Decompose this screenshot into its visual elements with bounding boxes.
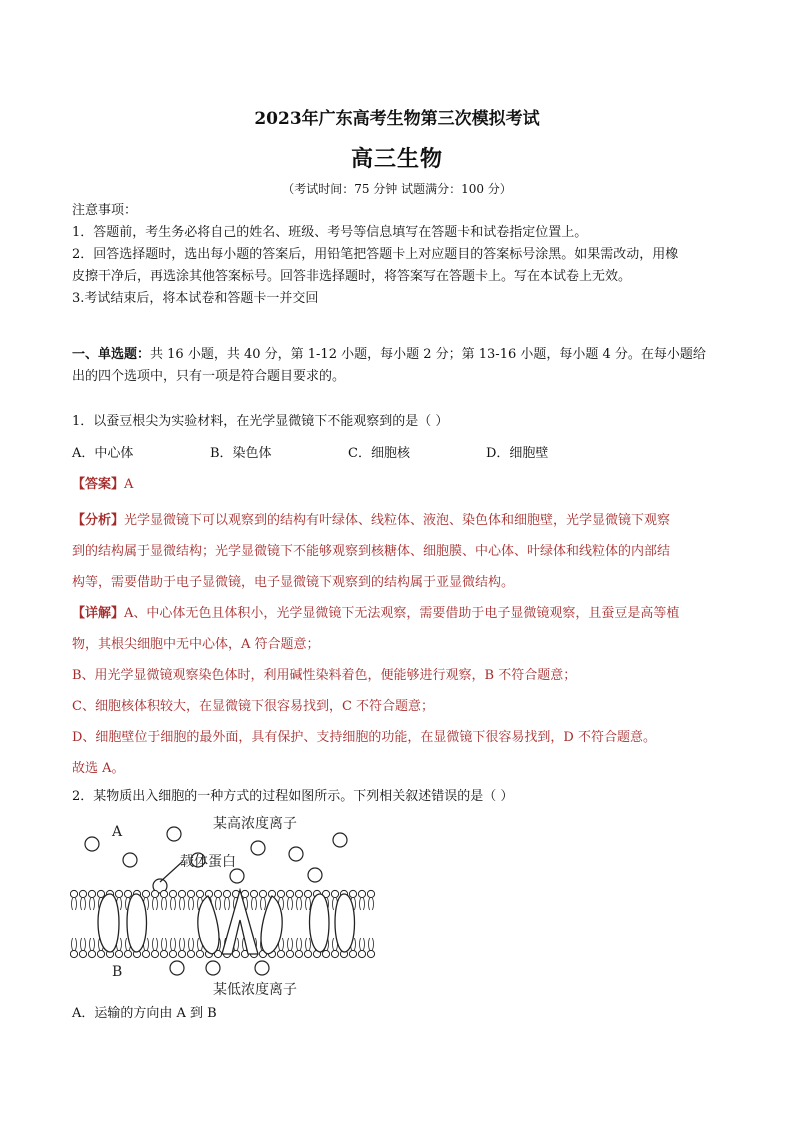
lipid-head [151,890,158,897]
high-concentration-ion [289,847,303,861]
lipid-tail [189,938,194,950]
lipid-tail [306,898,311,910]
detail-line: A、中心体无色且体积小，光学显微镜下无法观察，需要借助于电子显微镜观察，且蚕豆是高等植 [124,606,680,621]
lipid-head [160,950,167,957]
lipid-tail [216,898,221,910]
lipid-tail [180,938,185,950]
lipid-tail [297,938,302,950]
lipid-head [88,890,95,897]
answer-label: 【答案】 [72,477,125,492]
lipid-head [97,950,104,957]
analysis-line: 构等，需要借助于电子显微镜，电子显微镜下观察到的结构属于亚显微结构。 [72,575,515,590]
exam-subtitle: （考试时间：75 分钟 试题满分：100 分） [282,182,512,196]
lipid-tail [171,898,176,910]
analysis-section [72,505,727,598]
low-concentration-ion [255,961,269,975]
lipid-tail [369,938,374,950]
lipid-head [322,950,329,957]
lipid-head [88,950,95,957]
answer-line [72,474,727,496]
carrier-proteins [98,890,355,954]
option-d: D．细胞壁 [486,446,549,461]
lipid-head [223,890,230,897]
lipid-tail [90,938,95,950]
lipid-head [349,890,356,897]
detail-line: C、细胞核体积较大，在显微镜下很容易找到，C 不符合题意； [72,699,435,714]
detail-line: 物，其根尖细胞中无中心体，A 符合题意； [72,637,320,652]
answer-value: A [124,477,134,492]
detail-label: 【详解】 [72,606,125,621]
question-2-stem: 2．某物质出入细胞的一种方式的过程如图所示。下列相关叙述错误的是（ ） [72,789,514,804]
notes-item: 1．答题前，考生务必将自己的姓名、班级、考号等信息填写在答题卡和试卷指定位置上。 [72,225,588,240]
lipid-tail [153,938,158,950]
section-one-instructions [72,344,727,388]
analysis-line: 到的结构属于显微结构；光学显微镜下不能够观察到核糖体、细胞膜、中心体、叶绿体和线粒体的内部结 [72,544,671,559]
lipid-head [169,950,176,957]
lipid-head [286,950,293,957]
notes-item: 皮擦干净后，再选涂其他答案标号。回答非选择题时，将答案写在答题卡上。写在本试卷上无效。 [72,269,632,284]
lipid-head [277,890,284,897]
lipid-tail [225,898,230,910]
lipid-head [142,890,149,897]
section-label: 一、单选题： [72,347,151,362]
lipid-head [70,950,77,957]
low-concentration-ion [206,961,220,975]
high-concentration-ion [333,833,347,847]
lipid-head [358,950,365,957]
lipid-tail [360,898,365,910]
section-text: 出的四个选项中，只有一项是符合题目要求的。 [72,369,346,384]
lipid-head [151,950,158,957]
label-carrier: 载体蛋白 [180,854,236,870]
lipid-head [97,890,104,897]
lipid-tail [81,938,86,950]
exam-title: 2023年广东高考生物第三次模拟考试 [254,109,540,129]
question-1-stem: 1．以蚕豆根尖为实验材料，在光学显微镜下不能观察到的是（ ） [72,414,449,429]
lipid-head [70,890,77,897]
question-2-option-a: A．运输的方向由 A 到 B [72,1006,217,1021]
lipid-tail [162,938,167,950]
lipid-tail [153,898,158,910]
lipid-tail [369,898,374,910]
detail-line: B、用光学显微镜观察染色体时，利用碱性染料着色，便能够进行观察，B 不符合题意； [72,668,577,683]
lipid-tail [189,898,194,910]
label-side-a: A [112,824,123,840]
detail-line: D、细胞壁位于细胞的最外面，具有保护、支持细胞的功能，在显微镜下很容易找到，D 不符合题意。 [72,730,656,745]
lipid-head [331,890,338,897]
lipid-tail [297,898,302,910]
lipid-head [169,890,176,897]
detail-section [72,598,727,784]
membrane-transport-diagram [70,810,390,1000]
option-b: B．染色体 [210,446,272,461]
lipid-tail [180,898,185,910]
lipid-tail [81,898,86,910]
lipid-head [142,950,149,957]
high-concentration-ion [85,837,99,851]
lipid-head [259,890,266,897]
lipid-tail [171,938,176,950]
high-concentration-ion [123,853,137,867]
option-c: C．细胞核 [348,446,410,461]
label-low-ion: 某低浓度离子 [213,982,297,998]
high-concentration-ion [230,869,244,883]
lipid-head [367,890,374,897]
lipid-head [214,890,221,897]
analysis-label: 【分析】 [72,513,125,528]
lipid-head [79,890,86,897]
lipid-head [331,950,338,957]
lipid-head [367,950,374,957]
lipid-head [178,890,185,897]
lipid-tail [288,898,293,910]
label-side-b: B [112,964,123,980]
lipid-head [277,950,284,957]
lipid-head [295,890,302,897]
lipid-tail [306,938,311,950]
lipid-tail [162,898,167,910]
lipid-head [196,890,203,897]
label-high-ion: 某高浓度离子 [213,816,297,832]
lipid-tail [360,938,365,950]
lipid-tail [252,898,257,910]
notes-item: 2．回答选择题时，选出每小题的答案后，用铅笔把答题卡上对应题目的答案标号涂黑。如果需改动，用橡 [72,247,679,262]
lipid-head [196,950,203,957]
lipid-head [79,950,86,957]
lipid-head [124,890,131,897]
lipid-head [178,950,185,957]
lipid-head [187,890,194,897]
notes-section [72,200,727,310]
lipid-tail [261,898,266,910]
low-concentration-ion [170,961,184,975]
detail-line: 故选 A。 [72,761,125,776]
question-1-options [72,443,727,465]
lipid-head [250,890,257,897]
lipid-head [124,950,131,957]
lipid-head [160,890,167,897]
high-concentration-ion [167,827,181,841]
lipid-head [115,890,122,897]
high-concentration-ion [251,841,265,855]
lipid-head [304,950,311,957]
lipid-head [187,950,194,957]
lipid-tail [90,898,95,910]
lipid-tail [72,938,77,950]
lipid-tail [72,898,77,910]
notes-item: 3.考试结束后，将本试卷和答题卡一并交回 [72,291,319,306]
high-concentration-ion [308,868,322,882]
notes-heading: 注意事项： [72,203,138,218]
lipid-head [295,950,302,957]
lipid-tail [288,938,293,950]
lipid-head [304,890,311,897]
subject-title: 高三生物 [350,146,443,172]
lipid-head [358,890,365,897]
lipid-head [232,950,239,957]
lipid-head [115,950,122,957]
section-text: 共 16 小题，共 40 分，第 1-12 小题，每小题 2 分；第 13-16 小题，每小题 4 分。在每小题给 [150,347,706,362]
lipid-head [349,950,356,957]
analysis-line: 光学显微镜下可以观察到的结构有叶绿体、线粒体、液泡、染色体和细胞壁，光学显微镜下观察 [124,513,671,528]
lipid-head [286,890,293,897]
option-a: A．中心体 [72,446,134,461]
